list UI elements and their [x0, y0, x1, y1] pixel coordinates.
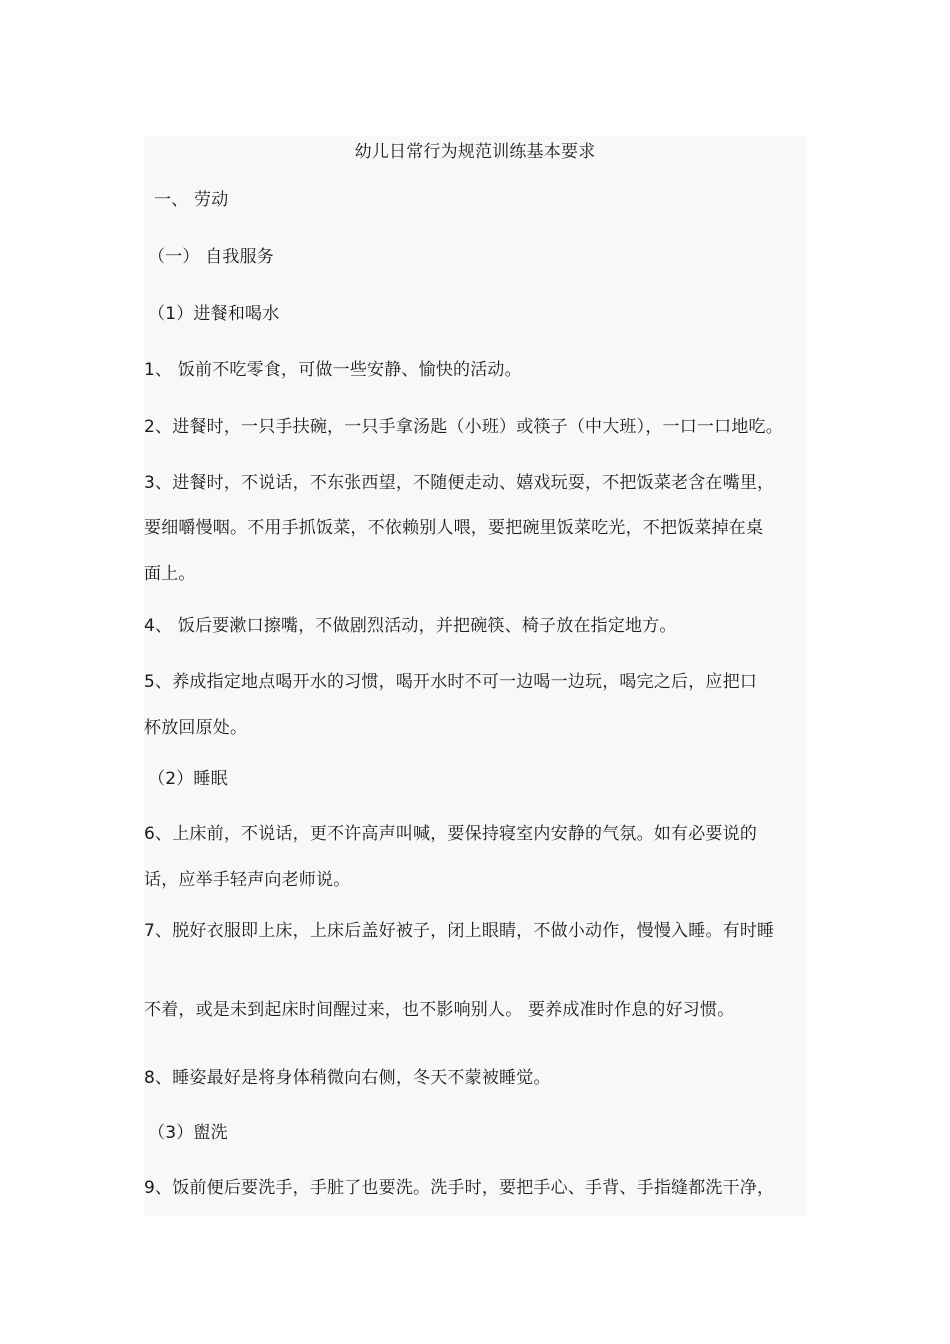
paragraph-item-9-line-1: 9、饭前便后要洗手，手脏了也要洗。洗手时，要把手心、手背、手指缝都洗干净，: [144, 1178, 775, 1198]
paragraph-item-3-line-2: 要细嚼慢咽。不用手抓饭菜，不依赖别人喂，要把碗里饭菜吃光，不把饭菜掉在桌: [144, 518, 764, 538]
document-title: 幼儿日常行为规范训练基本要求: [354, 142, 596, 162]
paragraph-item-1: 1、 饭前不吃零食，可做一些安静、愉快的活动。: [144, 360, 522, 380]
paragraph-item-7-line-2: 不着，或是未到起床时间醒过来，也不影响别人。 要养成准时作息的好习惯。: [144, 1000, 735, 1020]
topic-heading-washing: （3）盥洗: [148, 1123, 228, 1143]
paragraph-item-6-line-1: 6、上床前，不说话，更不许高声叫喊，要保持寝室内安静的气氛。如有必要说的: [144, 824, 758, 844]
paragraph-item-8: 8、睡姿最好是将身体稍微向右侧，冬天不蒙被睡觉。: [144, 1068, 551, 1088]
paragraph-item-5-line-1: 5、养成指定地点喝开水的习惯，喝开水时不可一边喝一边玩，喝完之后，应把口: [144, 672, 758, 692]
paragraph-item-3-line-3: 面上。: [144, 564, 196, 584]
paragraph-item-2: 2、进餐时，一只手扶碗，一只手拿汤匙（小班）或筷子（中大班），一口一口地吃。: [144, 417, 783, 437]
paragraph-item-3-line-1: 3、进餐时，不说话，不东张西望，不随便走动、嬉戏玩耍，不把饭菜老含在嘴里，: [144, 473, 775, 493]
paragraph-item-7-line-1: 7、脱好衣服即上床，上床后盖好被子，闭上眼睛，不做小动作，慢慢入睡。有时睡: [144, 921, 775, 941]
topic-heading-eating-drinking: （1）进餐和喝水: [148, 304, 280, 324]
document-page: [144, 136, 806, 1216]
paragraph-item-6-line-2: 话，应举手轻声向老师说。: [144, 870, 351, 890]
section-heading-labor: 一、 劳动: [154, 190, 229, 210]
paragraph-item-5-line-2: 杯放回原处。: [144, 718, 248, 738]
paragraph-item-4: 4、 饭后要漱口擦嘴，不做剧烈活动，并把碗筷、椅子放在指定地方。: [144, 616, 677, 636]
subsection-heading-self-service: （一） 自我服务: [148, 247, 275, 267]
topic-heading-sleep: （2）睡眠: [148, 769, 228, 789]
